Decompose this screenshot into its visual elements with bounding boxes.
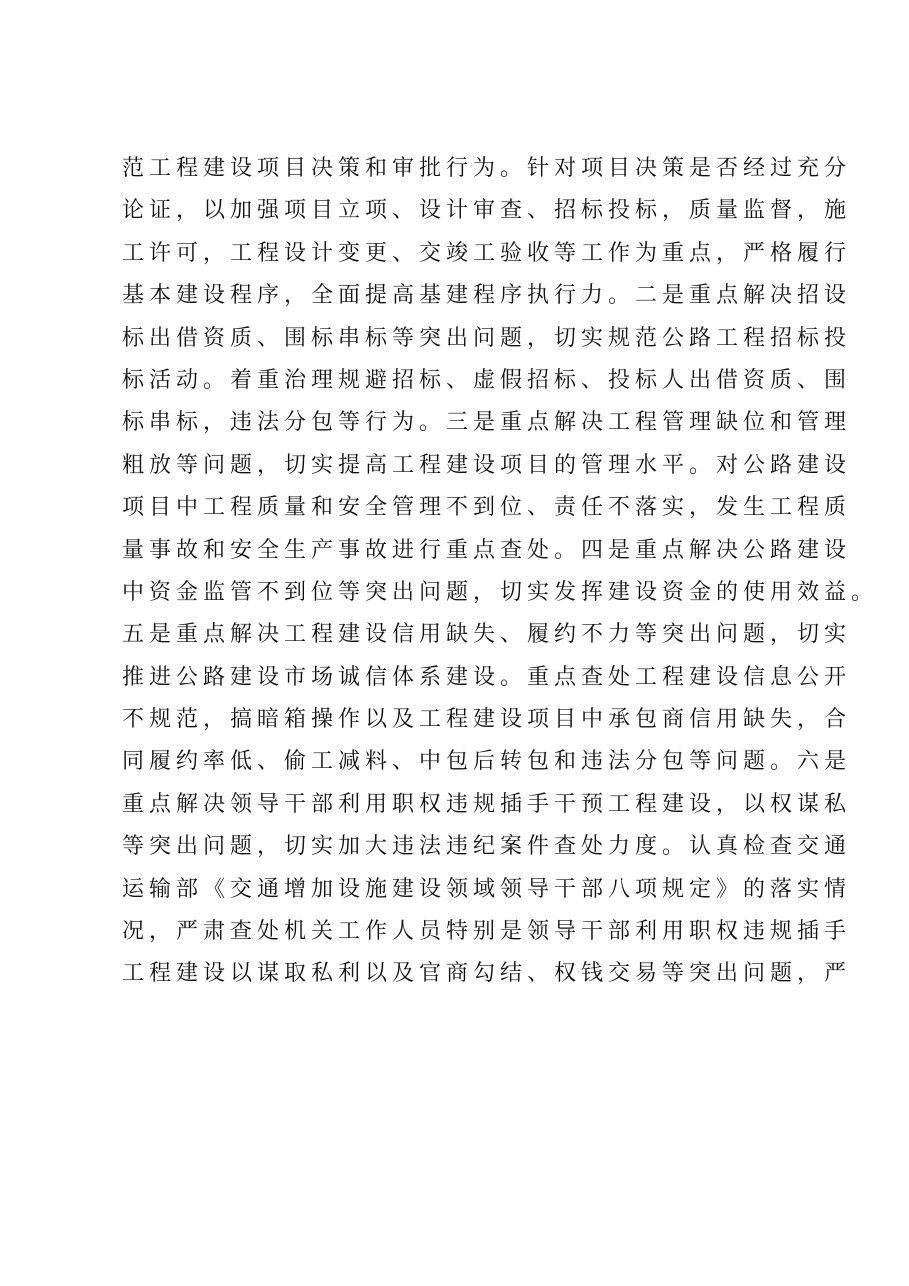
text-line: 标出借资质、围标串标等突出问题，切实规范公路工程招标投 xyxy=(122,325,852,351)
text-line: 重点解决领导干部利用职权违规插手干预工程建设，以权谋私 xyxy=(122,791,852,817)
text-line: 同履约率低、偷工减料、中包后转包和违法分包等问题。六是 xyxy=(122,749,852,775)
text-line: 粗放等问题，切实提高工程建设项目的管理水平。对公路建设 xyxy=(122,452,852,478)
text-line: 标串标，违法分包等行为。三是重点解决工程管理缺位和管理 xyxy=(122,410,852,436)
text-line: 范工程建设项目决策和审批行为。针对项目决策是否经过充分 xyxy=(122,156,852,181)
text-line: 况，严肃查处机关工作人员特别是领导干部利用职权违规插手 xyxy=(122,919,852,945)
text-line: 运输部《交通增加设施建设领域领导干部八项规定》的落实情 xyxy=(122,876,852,902)
text-line: 项目中工程质量和安全管理不到位、责任不落实，发生工程质 xyxy=(122,495,852,521)
text-line: 标活动。着重治理规避招标、虚假招标、投标人出借资质、围 xyxy=(122,367,852,393)
text-line: 量事故和安全生产事故进行重点查处。四是重点解决公路建设 xyxy=(122,537,852,563)
text-line: 不规范，搞暗箱操作以及工程建设项目中承包商信用缺失，合 xyxy=(122,707,852,733)
text-line: 基本建设程序，全面提高基建程序执行力。二是重点解决招设 xyxy=(122,283,852,309)
text-line: 工许可，工程设计变更、交竣工验收等工作为重点，严格履行 xyxy=(122,240,852,266)
text-line: 五是重点解决工程建设信用缺失、履约不力等突出问题，切实 xyxy=(122,622,852,648)
text-line: 推进公路建设市场诚信体系建设。重点查处工程建设信息公开 xyxy=(122,664,852,690)
body-text xyxy=(122,152,879,1000)
text-line: 论证，以加强项目立项、设计审查、招标投标，质量监督，施 xyxy=(122,198,852,224)
text-line: 等突出问题，切实加大违法违纪案件查处力度。认真检查交通 xyxy=(122,834,852,860)
text-line: 中资金监管不到位等突出问题，切实发挥建设资金的使用效益。 xyxy=(122,579,879,605)
text-line: 工程建设以谋取私利以及官商勾结、权钱交易等突出问题，严 xyxy=(122,961,852,987)
